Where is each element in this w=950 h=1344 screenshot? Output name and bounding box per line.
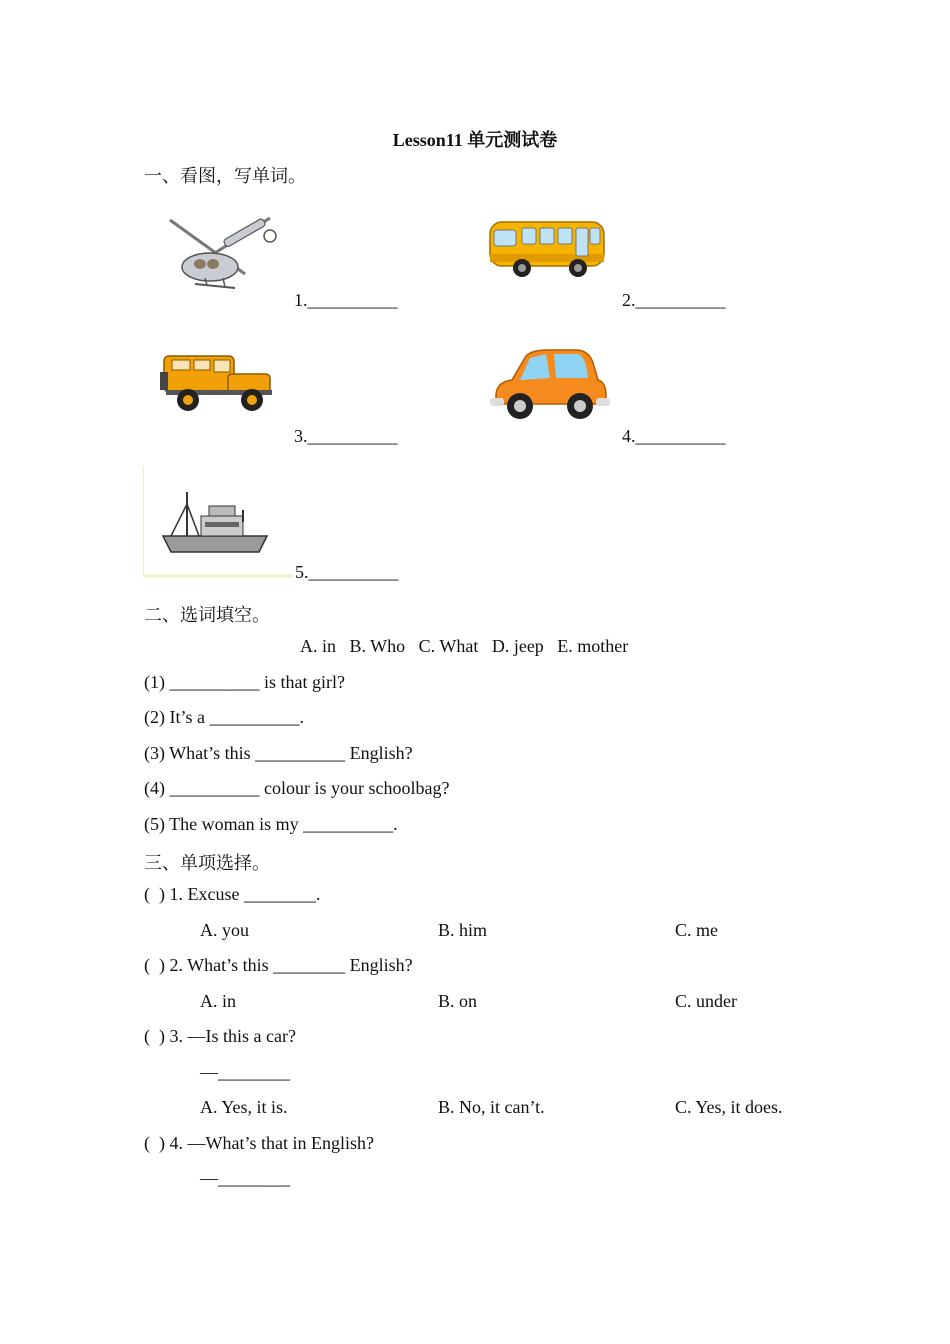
fill-question-2: (2) It’s a __________. (144, 707, 304, 727)
q1-option-a: A. you (200, 920, 249, 940)
q1-option-c: C. me (675, 920, 718, 940)
page-title: Lesson11 单元测试卷 (392, 130, 558, 150)
fill-question-4: (4) __________ colour is your schoolbag? (144, 778, 450, 798)
word-bank: A. in B. Who C. What D. jeep E. mother (300, 636, 629, 656)
section1-heading: 一、看图，写单词。 (144, 166, 306, 186)
q3-option-a: A. Yes, it is. (200, 1097, 288, 1117)
choice-question-4: ( ) 4. —What’s that in English? (144, 1133, 374, 1153)
q2-option-a: A. in (200, 991, 236, 1011)
section2-heading: 二、选词填空。 (144, 605, 270, 625)
q3-answer-line: —________ (200, 1062, 290, 1082)
q2-option-b: B. on (438, 991, 478, 1011)
helicopter-icon (165, 212, 280, 294)
choice-question-3: ( ) 3. —Is this a car? (144, 1026, 296, 1046)
q3-option-b: B. No, it can’t. (438, 1097, 545, 1117)
q2-option-c: C. under (675, 991, 737, 1011)
blank-3: 3.__________ (294, 426, 398, 446)
fill-question-5: (5) The woman is my __________. (144, 814, 398, 834)
blank-2: 2.__________ (622, 290, 726, 310)
choice-question-2: ( ) 2. What’s this ________ English? (144, 955, 413, 975)
bus-icon (486, 218, 608, 280)
choice-question-1: ( ) 1. Excuse ________. (144, 884, 321, 904)
blank-1: 1.__________ (294, 290, 398, 310)
ship-icon (143, 466, 293, 580)
q4-answer-line: —________ (200, 1168, 290, 1188)
section3-heading: 三、单项选择。 (144, 853, 270, 873)
blank-5: 5.__________ (295, 562, 399, 582)
fill-question-3: (3) What’s this __________ English? (144, 743, 413, 763)
jeep-icon (158, 350, 274, 416)
q3-option-c: C. Yes, it does. (675, 1097, 783, 1117)
fill-question-1: (1) __________ is that girl? (144, 672, 345, 692)
q1-option-b: B. him (438, 920, 488, 940)
car-icon (486, 346, 610, 424)
blank-4: 4.__________ (622, 426, 726, 446)
